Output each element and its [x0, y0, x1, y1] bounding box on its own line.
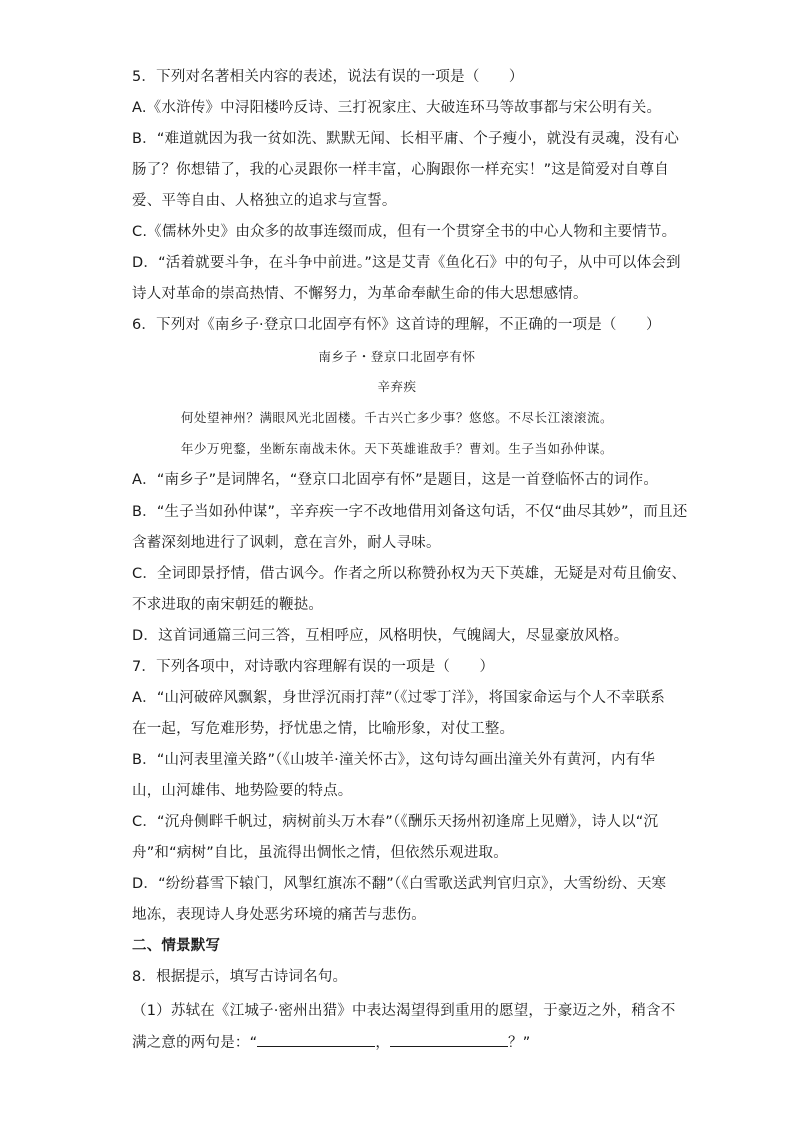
q8-stem: 8．根据提示，填写古诗词名句。: [132, 969, 348, 985]
q7-option-d-line1: D．“纷纷暮雪下辕门，风掣红旗冻不翻”（《白雪歌送武判官归京》，大雪纷纷、天寒: [132, 876, 667, 892]
poem-line-2: 年少万兜鍪，坐断东南战未休。天下英雄谁敌手？曹刘。生子当如孙仲谋。: [180, 441, 614, 456]
q6-option-b-line2: 含蓄深刻地进行了讽刺，意在言外，耐人寻味。: [132, 535, 441, 551]
q7-option-b-line2: 山，山河雄伟、地势险要的特点。: [132, 783, 353, 799]
section-heading: 二、情景默写: [132, 938, 221, 954]
q6-option-c-line2: 不求进取的南宋朝廷的鞭挞。: [132, 597, 324, 613]
q8-prompt-1-line2: [132, 1032, 530, 1053]
q7-stem: 7．下列各项中，对诗歌内容理解有误的一项是（ ）: [132, 659, 495, 675]
poem-line-1: 何处望神州？满眼风光北固楼。千古兴亡多少事？悠悠。不尽长江滚滚流。: [180, 410, 614, 425]
q7-option-a-line2: 在一起，写危难形势，抒忧患之情，比喻形象，对仗工整。: [132, 721, 515, 737]
q8-prompt-1-prefix: 满之意的两句是：“: [132, 1035, 258, 1051]
q5-option-a: A.《水浒传》中浔阳楼吟反诗、三打祝家庄、大破连环马等故事都与宋公明有关。: [132, 100, 662, 116]
q6-option-b-line1: B．“生子当如孙仲谋”，辛弃疾一字不改地借用刘备这句话，不仅“曲尽其妙”，而且还: [132, 504, 688, 520]
q6-stem: 6．下列对《南乡子·登京口北固亭有怀》这首诗的理解，不正确的一项是（ ）: [132, 317, 661, 333]
q5-option-b-line3: 爱、平等自由、人格独立的追求与宣誓。: [132, 193, 397, 209]
q8-prompt-1-line1: （1）苏轼在《江城子·密州出猎》中表达渴望得到重用的愿望，于豪迈之外，稍含不: [132, 1003, 676, 1019]
q5-option-b-line1: B．“难道就因为我一贫如洗、默默无闻、长相平庸、个子瘦小，就没有灵魂，没有心: [132, 131, 680, 147]
poem-author: 辛弃疾: [377, 379, 417, 394]
q6-option-a: A．“南乡子”是词牌名，“登京口北固亭有怀”是题目，这是一首登临怀古的词作。: [132, 472, 659, 488]
q7-option-c-line2: 舟”和“病树”自比，虽流得出惆怅之情，但依然乐观进取。: [132, 845, 508, 861]
answer-blank-1[interactable]: [257, 1032, 375, 1047]
q5-option-b-line2: 肠了？你想错了，我的心灵跟你一样丰富，心胸跟你一样充实！”这是简爱对自尊自: [132, 162, 669, 178]
q7-option-d-line2: 地冻，表现诗人身处恶劣环境的痛苦与悲伤。: [132, 907, 426, 923]
q5-option-c: C.《儒林外史》由众多的故事连缀而成，但有一个贯穿全书的中心人物和主要情节。: [132, 224, 677, 240]
q6-option-d: D．这首词通篇三问三答，互相呼应，风格明快，气魄阔大，尽显豪放风格。: [132, 628, 629, 644]
q6-option-c-line1: C．全词即景抒情，借古讽今。作者之所以称赞孙权为天下英雄，无疑是对苟且偷安、: [132, 566, 687, 582]
answer-blank-2[interactable]: [390, 1032, 508, 1047]
q8-prompt-1-suffix: ？”: [508, 1035, 531, 1051]
q7-option-c-line1: C．“沉舟侧畔千帆过，病树前头万木春”（《酬乐天扬州初逢席上见赠》，诗人以“沉: [132, 814, 659, 830]
q7-option-a-line1: A．“山河破碎风飘絮，身世浮沉雨打萍”（《过零丁洋》，将国家命运与个人不幸联系: [132, 690, 665, 706]
q5-option-d-line2: 诗人对革命的崇高热情、不懈努力，为革命奉献生命的伟大思想感情。: [132, 286, 588, 302]
q5-option-d-line1: D．“活着就要斗争，在斗争中前进。”这是艾青《鱼化石》中的句子，从中可以体会到: [132, 255, 681, 271]
q8-blank-separator: ，: [375, 1035, 391, 1051]
q5-stem: 5．下列对名著相关内容的表述，说法有误的一项是（ ）: [132, 69, 524, 85]
poem-title: 南乡子・登京口北固亭有怀: [318, 349, 476, 364]
q7-option-b-line1: B．“山河表里潼关路”（《山坡羊·潼关怀古》，这句诗勾画出潼关外有黄河，内有华: [132, 752, 656, 768]
